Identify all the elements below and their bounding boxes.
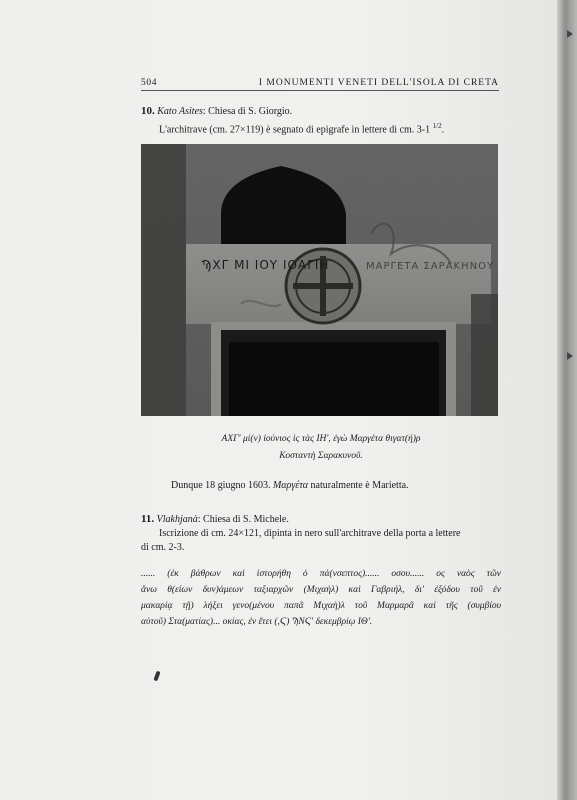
entry-10-heading bbox=[141, 104, 501, 119]
page-number: 504 bbox=[141, 78, 158, 88]
entry-10-number: 10. bbox=[141, 105, 155, 117]
greek-line-2: ἄνω θ(είων δυν)άμεων ταξιαρχῶν (Μιχαὴλ) καὶ Γαβριήλ, δι' ἐξόδου τοῦ ἐν bbox=[141, 585, 501, 595]
entry-10 bbox=[141, 104, 501, 137]
page-edge-tab-top bbox=[567, 30, 573, 38]
book-spine bbox=[557, 0, 577, 800]
date-interpretation: Dunque 18 giugno 1603. Μαργέτα naturalmente è Marietta. bbox=[171, 480, 409, 491]
running-header bbox=[141, 78, 499, 91]
entry-11-description-line-1: Iscrizione di cm. 24×121, dipinta in nero sull'architrave della porta a lettere bbox=[159, 528, 461, 539]
inscription-transcription-line-1: ΑΧΓ' μί(ν) ἰούνιος ἰς τὰς ΙΗ', ἐγὼ Μαργέτα θιγατ(ή)ρ bbox=[221, 434, 421, 444]
entry-10-title: : Chiesa di S. Giorgio. bbox=[202, 106, 293, 117]
photo-inscription-left: ϠΧΓ ΜΙ ΙΟΥ ΙΟΑΓΙΗ bbox=[201, 258, 330, 272]
entry-10-fraction: 1/2 bbox=[432, 122, 442, 130]
photo-inscription-right: ΜΑΡΓΕΤΑ ΣΑΡΑΚΗΝΟΥ bbox=[366, 261, 495, 272]
entry-11-title: : Chiesa di S. Michele. bbox=[197, 514, 289, 525]
entry-11-description-line-2: di cm. 2-3. bbox=[141, 542, 185, 553]
greek-line-4: αὐτοῦ) Στα(ματίας)... οκίας, ἐν ἔτει (,Ϛ) ϠΝϚ' δεκεμβρίῳ ΙΘ'. bbox=[141, 617, 373, 627]
page-edge-tab-bottom bbox=[567, 352, 573, 360]
entry-11-heading bbox=[141, 512, 501, 527]
entry-11-place: Vlakhjanà bbox=[156, 514, 198, 525]
entry-10-place: Kato Asites bbox=[157, 106, 203, 117]
greek-line-3: μακαρίᾳ τῇ) λήξει γενο(μένου παπᾶ Μιχαὴ)λ τοῦ Μαρμαρᾶ καὶ τῆς (συμβίου bbox=[141, 601, 501, 611]
entry-11 bbox=[141, 512, 501, 555]
entry-11-number: 11. bbox=[141, 513, 155, 525]
inscription-transcription-line-2: Κοσταντὴ Σαρακυνοῦ. bbox=[279, 451, 363, 461]
architrave-photograph bbox=[141, 144, 498, 416]
greek-inscription-text bbox=[141, 566, 501, 630]
greek-line-1: ...... (ἐκ βάθρων καὶ ἱστορήθη ὁ πά(νσεπτος)...... οσου...... ος ναὸς τῶν bbox=[141, 569, 501, 579]
running-title: I MONUMENTI VENETI DELL'ISOLA DI CRETA bbox=[258, 78, 499, 88]
entry-10-description: L'architrave (cm. 27×119) è segnato di epigrafe in lettere di cm. 3-1 $^{1/2}$. bbox=[159, 122, 445, 136]
